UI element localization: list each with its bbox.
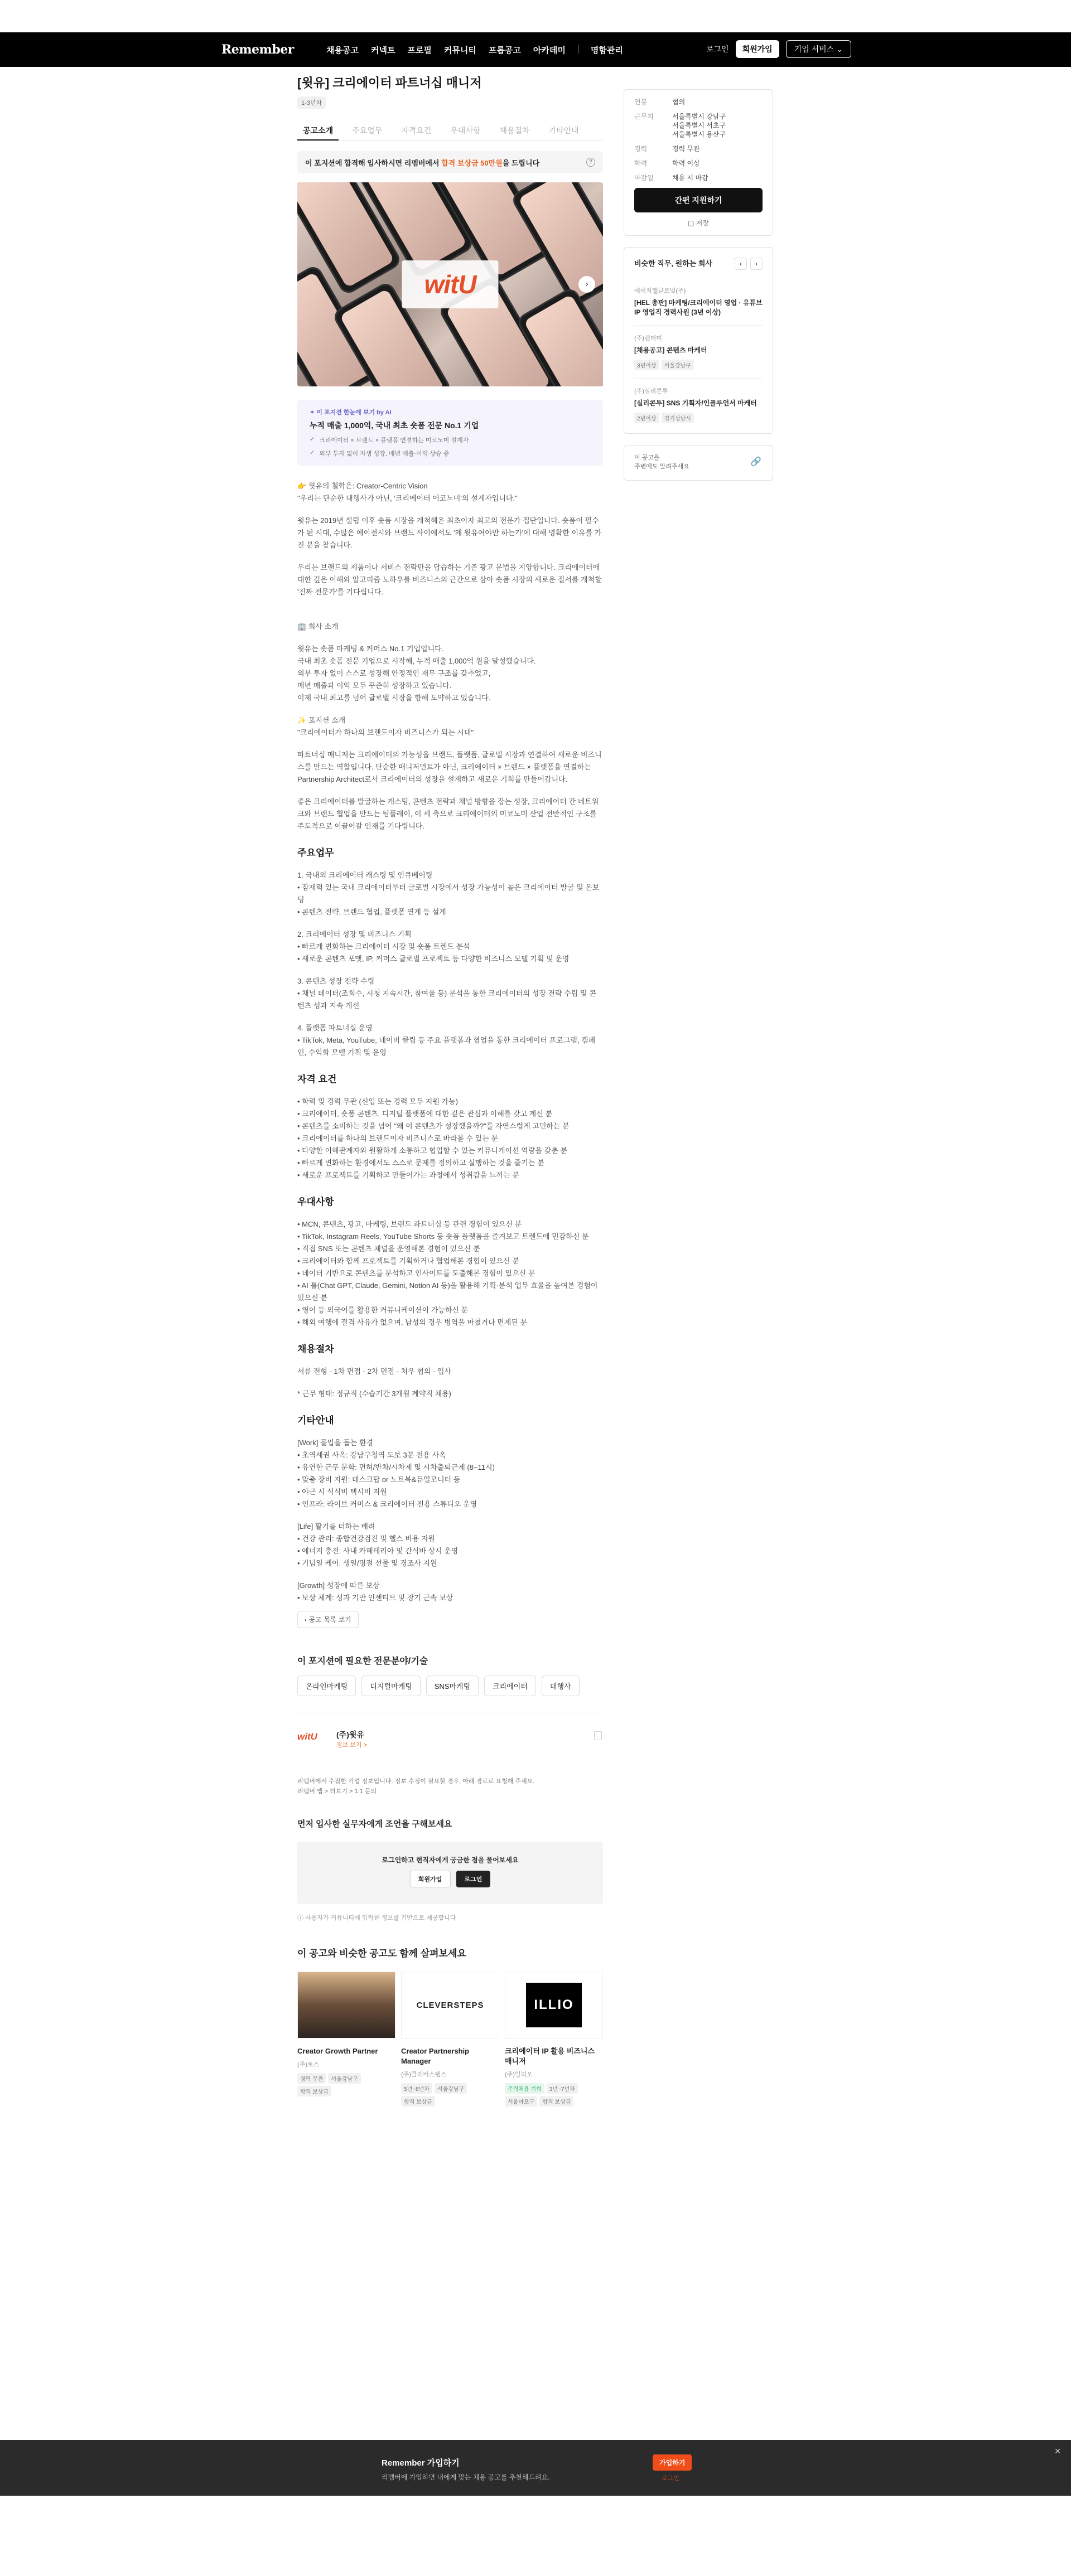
chevron-left-icon: ‹ [305,1616,307,1624]
job-info-box [624,89,773,236]
etc-line: • 에너지 충전: 사내 카페테리아 및 간식바 상시 운영 [297,1547,459,1555]
bookmark-icon[interactable] [594,1731,602,1740]
pref-line: • AI 툴(Chat GPT, Claude, Gemini, Notion AI 등)을 활용해 기획·분석 업무 효율을 높여본 경험이 있으신 분 [297,1281,598,1302]
item-title: [채용공고] 콘텐츠 마케터 [634,346,707,354]
duty-line: 3. 콘텐츠 성장 전략 수립 [297,977,375,985]
hero-image [297,182,603,386]
ask-note: ⓘ 사용자가 커뮤니티에 입력한 정보를 기반으로 제공합니다 [297,1915,456,1921]
witu-logo: witU [402,260,498,308]
requirements-heading: 자격 요건 [297,1074,337,1084]
banner-desc: 리멤버에 가입하면 내에게 맞는 채용 공고를 추천해드려요. [382,2473,550,2481]
ai-bullet [310,435,593,444]
info-row [634,98,763,106]
card-title: Creator Growth Partner [297,2047,378,2055]
skill-chip[interactable]: 디지털마케팅 [361,1676,420,1696]
disclaimer-line: 리멤버에서 수집한 기업 정보입니다. 정보 수정이 필요할 경우, 아래 경로로 요청해 주세요. [297,1778,535,1785]
back-to-list-label: 공고 목록 보기 [308,1616,351,1624]
info-row [634,159,763,168]
card-image-logo: ILLIO [526,1983,581,2027]
etc-line: • 야근 시 석식비 택시비 지원 [297,1488,387,1496]
process-heading: 채용절차 [297,1344,334,1354]
similar-heading: 이 공고와 비슷한 공고도 함께 살펴보세요 [297,1948,466,1959]
reward-prefix: 이 포지션에 합격해 입사하시면 리멤버에서 [305,158,442,167]
pref-line: • 데이터 기반으로 콘텐츠를 분석하고 인사이트를 도출해본 경험이 있으신 분 [297,1269,536,1277]
etc-line: • 기념일 케어: 생일/명절 선물 및 경조사 지원 [297,1559,437,1567]
skill-chip[interactable]: 온라인마케팅 [297,1676,356,1696]
process-line: * 근무 형태: 정규직 (수습기간 3개월 계약직 채용) [297,1389,451,1398]
nav-right [706,40,851,58]
card-badge: 서울강남구 [435,2083,467,2094]
ai-bullet-text: 외부 투자 없이 자생 성장, 매년 매출·이익 상승 중 [319,451,450,457]
pref-line: • TikTok, Instagram Reels, YouTube Shorts 등 숏폼 플랫폼을 즐겨보고 트렌드에 민감하신 분 [297,1232,589,1241]
intro-paragraph: 우리는 브랜드의 제품이나 서비스 전략만을 답습하는 기존 광고 문법을 지양합니다. 크리에이터에 대한 깊은 이해와 알고리즘 노하우를 비즈니스의 근간으로 삼아 숏폼 시장의 새로운 질서를 개척할 '진짜 전문가'를 기다립니다. [297,563,602,596]
reward-notice [297,151,603,173]
company-line: 매년 매출과 이익 모두 꾸준히 성장하고 있습니다. [297,681,452,690]
company-more-link[interactable]: 정보 보기 > [336,1742,368,1749]
duty-line: 4. 플랫폼 파트너십 운영 [297,1024,373,1032]
banner-login-link[interactable]: 로그인 [662,2475,679,2482]
skills-chips [297,1676,603,1696]
bookmark-icon: ▢ [688,219,694,227]
sidebar [624,89,773,481]
check-icon: ✓ [310,449,315,456]
item-badge: 서울강남구 [662,360,694,370]
disclaimer-line: 리멤버 앱 > 더보기 > 1:1 문의 [297,1788,377,1795]
job-tabs [297,121,603,141]
card-badges [505,2083,603,2107]
etc-line: • 초역세권 사옥: 강남구청역 도보 3분 전용 사옥 [297,1451,446,1459]
reward-suffix: 을 드립니다 [502,158,540,167]
etc-line: • 유연한 근무 문화: 면허/반차/시차제 및 시차출퇴근제 (8~11시) [297,1463,495,1471]
similar-card[interactable] [297,1972,395,2107]
company-line: 윗유는 숏폼 마케팅 & 커머스 No.1 기업입니다. [297,645,444,653]
job-title: [윗유] 크리에이터 파트너십 매니저 [297,76,482,90]
ai-summary-tag: ✦ 이 포지션 한눈에 보기 by AI [310,409,392,416]
signup-banner [0,2440,1071,2496]
card-badge: 경력 무관 [297,2073,326,2084]
help-icon[interactable]: ? [586,158,595,167]
req-line: • 학력 및 경력 무관 (신입 또는 경력 모두 지원 가능) [297,1097,458,1106]
pref-line: • MCN, 콘텐츠, 광고, 마케팅, 브랜드 파트너십 등 관련 경험이 있으신 분 [297,1220,522,1228]
info-value: 학력 이상 [672,159,700,167]
top-spacer [0,0,1071,32]
carousel-next-icon[interactable]: › [578,276,595,293]
chevron-down-icon: ⌄ [836,45,843,54]
check-icon: ✓ [310,436,315,443]
info-key: 근무지 [634,113,654,120]
nav-community[interactable]: 커뮤니티 [443,46,476,55]
duty-line: • 채널 데이터(조회수, 시청 지속시간, 참여율 등) 분석을 통한 크리에이터의 성장 전략 수립 및 콘텐츠 성과 지속 개선 [297,989,596,1010]
ask-prompt: 로그인하고 현직자에게 궁금한 점을 물어보세요 [382,1856,519,1864]
item-badge: 2년이상 [634,413,659,423]
ai-tag-text: 이 포지션 한눈에 보기 by AI [316,409,392,416]
company-line: 외부 투자 없이 스스로 성장해 안정적인 재무 구조를 갖추었고, [297,669,491,677]
req-line: • 다양한 이해관계자와 원활하게 소통하고 협업할 수 있는 커뮤니케이션 역량을 갖춘 분 [297,1146,567,1155]
position-paragraph: 파트너십 매니저는 크리에이터의 가능성을 브랜드, 플랫폼, 글로벌 시장과 연결하여 새로운 비즈니스를 만드는 역할입니다. 단순한 매니저먼트가 아닌, 크리에이터 × 브랜드 × 플랫폼을 연결하는 Partnership Architect로서 크리에이터의 성장을 설계하고 새로운 기회를 만들어갑니다. [297,750,602,783]
apply-button[interactable]: 간편 지원하기 [634,188,763,212]
nav-profile[interactable]: 프로필 [407,46,432,55]
card-title: Creator Partnership Manager [401,2047,470,2065]
pref-line: • 직접 SNS 또는 콘텐츠 채널을 운영해본 경험이 있으신 분 [297,1245,480,1253]
link-icon[interactable]: 🔗 [750,457,761,467]
tab-etc[interactable]: 기타안내 [548,126,579,135]
card-image [505,1972,603,2038]
item-badges [634,360,763,370]
signup-button[interactable]: 회원가입 [736,40,779,58]
card-badges [401,2083,499,2107]
share-text: 이 공고를 주변에도 알려주세요 [634,454,689,470]
nav-menu [326,44,623,56]
card-image-logo: CLEVERSTEPS [416,2000,484,2010]
info-key: 학력 [634,159,648,167]
tab-preferences[interactable]: 우대사항 [450,126,481,135]
duties-heading: 주요업무 [297,848,334,858]
item-company: (주)실리콘투 [634,388,668,395]
intro-line: 👉 윗유의 철학은: Creator-Centric Vision [297,482,428,490]
card-badge: 합격 보상금 [539,2096,573,2107]
skill-chip[interactable]: 크리에이터 [484,1676,536,1696]
nav-prop[interactable]: 프롭공고 [488,46,521,55]
back-to-list-button[interactable] [297,1611,359,1628]
card-company: (주)토스 [297,2061,320,2068]
skill-chip[interactable]: 대행사 [542,1676,580,1696]
card-badge: 합격 보상금 [401,2096,435,2107]
duty-line: • 빠르게 변화하는 크리에이터 시장 및 숏폼 트렌드 분석 [297,942,470,951]
global-nav [0,32,1071,67]
req-line: • 새로운 프로젝트를 기획하고 만들어가는 과정에서 성취감을 느끼는 분 [297,1171,519,1179]
intro-line: "우리는 단순한 대행사가 아닌, '크리에이터 이코노미'의 설계자입니다." [297,494,518,502]
info-value: 채용 시 마감 [672,174,708,182]
info-row [634,173,763,182]
ask-signup-button[interactable]: 회원가입 [410,1871,451,1887]
nav-academy[interactable]: 아카데미 [533,46,566,55]
tab-intro[interactable]: 공고소개 [297,121,339,141]
item-company: 에이치엘글로벌(주) [634,288,686,294]
remember-logo[interactable]: Remember [221,42,294,57]
info-key: 경력 [634,145,648,153]
duty-line: 1. 국내외 크리에이터 캐스팅 및 인큐베이팅 [297,871,433,879]
etc-line: • 건강 관리: 종합건강검진 및 헬스 비용 지원 [297,1534,435,1543]
item-badges [634,413,763,423]
tab-duties[interactable]: 주요업무 [352,126,383,135]
similar-card[interactable] [401,1972,499,2107]
req-line: • 콘텐츠를 소비하는 것을 넘어 "왜 이 콘텐츠가 성장했을까?"를 자연스럽게 고민하는 분 [297,1122,570,1130]
item-title: [실리콘투] SNS 기획자/인플루언서 마케터 [634,399,757,407]
item-title: [HEL 총판] 마케팅/크리에이터 영업 · 유튜브 IP 영업직 경력사원 (3년 이상) [634,299,763,316]
company-disclaimer [297,1776,603,1797]
req-line: • 빠르게 변화하는 환경에서도 스스로 문제를 정의하고 실행하는 것을 즐기는 분 [297,1159,544,1167]
ask-panel [297,1842,603,1904]
banner-title: Remember 가입하기 [382,2458,460,2468]
pref-line: • 영어 등 외국어를 활용한 커뮤니케이션이 가능하신 분 [297,1306,469,1314]
card-badge: 주력채용 기회 [505,2083,544,2094]
company-line: 이제 국내 최고를 넘어 글로벌 시장을 향해 도약하고 있습니다. [297,694,491,702]
card-company: (주)일리오 [505,2071,533,2078]
ai-bullet [310,449,593,458]
company-name: (주)윗유 [336,1730,364,1739]
tab-requirements[interactable]: 자격요건 [401,126,432,135]
position-heading: ✨ 포지션 소개 [297,716,346,724]
enterprise-label: 기업 서비스 [794,45,834,54]
job-description [297,480,603,1604]
chevron-right-icon[interactable]: › [750,258,763,270]
skills-heading: 이 포지션에 필요한 전문분야/기술 [297,1657,428,1666]
similar-company-header [634,258,763,270]
etc-line: • 보상 체계: 성과 기반 인센티브 및 장기 근속 보상 [297,1594,454,1602]
card-badge: 서울마포구 [505,2096,537,2107]
info-row [634,112,763,139]
similar-cards [297,1972,603,2107]
ai-bullet-text: 크리에이터 × 브랜드 × 플랫폼 연결하는 미코노미 설계자 [319,437,469,444]
card-image [297,1972,395,2038]
position-quote: "크리에이터가 하나의 브랜드이자 비즈니스가 되는 시대" [297,728,474,737]
close-icon[interactable]: ✕ [1054,2447,1061,2456]
job-main [297,67,603,2107]
info-value: 경력 무관 [672,145,700,153]
duty-line: 2. 크리에이터 성장 및 비즈니스 기획 [297,930,412,938]
ask-heading: 먼저 입사한 실무자에게 조언을 구해보세요 [297,1819,452,1829]
similar-card[interactable] [505,1972,603,2107]
etc-line: • 인프라: 라이브 커머스 & 크리에이터 전용 스튜디오 운영 [297,1500,477,1508]
info-value: 서울특별시 강남구 서울특별시 서초구 서울특별시 용산구 [672,113,726,138]
preferences-heading: 우대사항 [297,1197,334,1207]
req-line: • 크리에이터, 숏폼 콘텐츠, 디지털 플랫폼에 대한 깊은 관심과 이해를 갖고 계신 분 [297,1110,552,1118]
chevron-left-icon[interactable]: ‹ [735,258,747,270]
skill-chip[interactable]: SNS마케팅 [426,1676,479,1696]
nav-card-manage[interactable]: 명함관리 [590,46,623,55]
ai-summary-headline: 누적 매출 1,000억, 국내 최초 숏폼 전문 No.1 기업 [310,421,479,430]
similar-company-arrows [735,258,763,270]
reward-text [305,157,539,168]
save-button[interactable] [634,218,763,227]
career-tag: 1-3년차 [297,96,326,109]
similar-company-heading: 비슷한 직무, 원하는 회사 [634,259,713,268]
etc-line: [Life] 활기를 더하는 배려 [297,1522,375,1531]
card-badge: 5년~8년차 [401,2083,432,2094]
duty-line: • TikTok, Meta, YouTube, 네이버 클립 등 주요 플랫폼과 협업을 통한 크리에이터 프로그램, 캠페인, 수익화 모델 기획 및 운영 [297,1036,596,1057]
nav-jobs[interactable]: 채용공고 [326,46,359,55]
position-paragraph: 좋은 크리에이터를 발굴하는 캐스팅, 콘텐츠 전략과 채널 방향을 잡는 성장, 크리에이터 간 네트워크와 브랜드 협업을 만드는 팀플레이, 이 세 축으로 크리에이터의 미코노미 산업 전반적인 구조를 주도적으로 이끌어갈 인재를 기다립니다. [297,797,599,830]
login-link[interactable]: 로그인 [706,45,729,54]
ask-buttons [410,1871,490,1887]
card-badge: 서울강남구 [328,2073,360,2084]
intro-paragraph: 윗유는 2019년 설립 이후 숏폼 시장을 개척해온 최초이자 최고의 전문가 집단입니다. 숏폼이 필수가 된 시대, 수많은 에이전시와 브랜드 사이에서도 '왜 윗유여야만 하는가'에 대해 명확한 이유를 가진 분을 찾습니다. [297,516,602,549]
process-line: 서류 전형 - 1차 면접 - 2차 면접 - 처우 협의 - 입사 [297,1367,452,1376]
similar-company-item[interactable] [634,325,763,370]
similar-company-item[interactable] [634,278,763,317]
card-badges [297,2073,395,2096]
item-company: (주)랜더미 [634,335,662,342]
etc-line: [Work] 몰입을 돕는 환경 [297,1439,374,1447]
enterprise-button[interactable] [786,40,851,58]
banner-signup-button[interactable]: 가입하기 [653,2454,692,2471]
tab-process[interactable]: 채용절차 [499,126,530,135]
info-row [634,144,763,153]
company-line: 국내 최초 숏폼 전문 기업으로 시작해, 누적 매출 1,000억 원을 달성했습니다. [297,657,536,665]
item-badge: 경기성남시 [662,413,694,423]
nav-connect[interactable]: 커넥트 [370,46,395,55]
save-label: 저장 [696,219,709,227]
reward-amount: 합격 보상금 50만원 [441,158,503,167]
etc-line: [Growth] 성장에 따른 보상 [297,1581,380,1590]
share-box[interactable] [624,445,773,481]
pref-line: • 해외 여행에 결격 사유가 없으며, 남성의 경우 병역을 마쳤거나 면제된 분 [297,1318,528,1326]
duty-line: • 새로운 콘텐츠 포맷, IP, 커머스 글로벌 프로젝트 등 다양한 비즈니스 모델 기획 및 운영 [297,955,570,963]
company-logo: witU [297,1731,317,1742]
ai-summary [297,400,603,466]
similar-company-item[interactable] [634,378,763,423]
req-line: • 크리에이터를 하나의 브랜드이자 비즈니스로 바라볼 수 있는 분 [297,1134,498,1142]
card-company: (주)클레버스텝스 [401,2071,447,2078]
duty-line: • 잠재력 있는 국내 크리에이터부터 글로벌 시장에서 성장 가능성이 높은 크리에이터 발굴 및 온보딩 [297,883,600,904]
etc-line: • 맞춤 장비 지원: 데스크탑 or 노트북&듀얼모니터 등 [297,1475,461,1484]
ask-login-button[interactable]: 로그인 [456,1871,490,1887]
info-key: 마감일 [634,174,654,182]
similar-company-box [624,247,773,434]
item-badge: 3년이상 [634,360,659,370]
card-image [401,1972,499,2038]
duty-line: • 콘텐츠 전략, 브랜드 협업, 플랫폼 연계 등 설계 [297,908,446,916]
card-title: 크리에이터 IP 활용 비즈니스 매니저 [505,2047,595,2065]
company-heading: 🏢 회사 소개 [297,622,339,631]
info-value: 협의 [672,98,686,106]
info-key: 연봉 [634,98,648,106]
company-card[interactable] [297,1713,603,1762]
card-badge: 3년~7년차 [547,2083,578,2094]
pref-line: • 크리에이터와 함께 프로젝트를 기획하거나 협업해본 경험이 있으신 분 [297,1257,519,1265]
etc-heading: 기타안내 [297,1415,334,1426]
card-badge: 합격 보상금 [297,2086,331,2096]
